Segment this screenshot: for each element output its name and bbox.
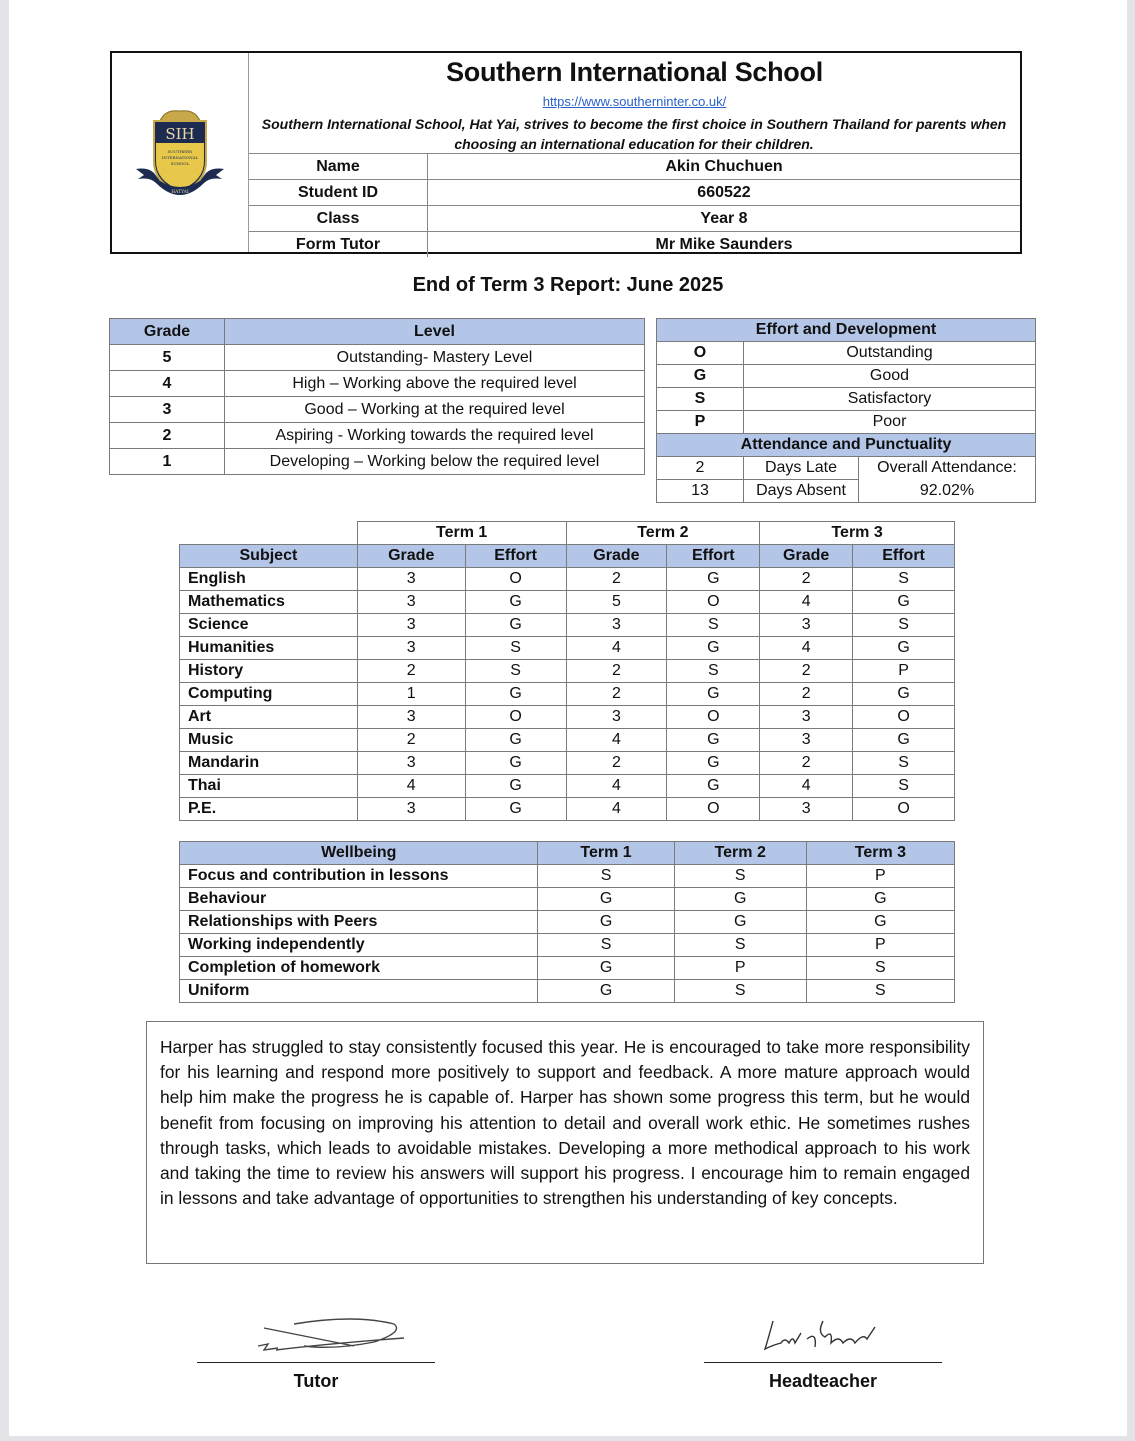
school-header [110,51,1022,254]
effort-key-row [657,388,1036,411]
signature-line [197,1362,435,1363]
term-3-effort: S [853,752,955,775]
term-1-effort: G [465,683,566,706]
grade-header: Grade [357,545,465,568]
school-motto: Southern International School, Hat Yai, strives to become the first choice in Southern Thailand for parents when choosing an international education for their children. [261,116,1007,152]
term-2-effort: S [667,660,760,683]
term-3-effort: P [853,660,955,683]
term-1-effort: G [465,614,566,637]
grade-key-row [110,397,645,423]
wellbeing-row [180,957,955,980]
term-1-rating: G [538,911,674,934]
term-3-effort: S [853,775,955,798]
effort-key-row [657,411,1036,434]
student-id: 660522 [428,180,1021,206]
term-1-effort: G [465,752,566,775]
term-3-grade: 4 [760,775,853,798]
subject-name: Thai [180,775,358,798]
term-3-effort: G [853,729,955,752]
info-row-name [249,154,1020,180]
term-3-effort: G [853,683,955,706]
term-1-header: Term 1 [357,522,566,545]
subject-row [180,798,955,821]
grade-value: 4 [110,371,225,397]
term-1-effort: G [465,591,566,614]
subject-name: Science [180,614,358,637]
term-2-effort: G [667,568,760,591]
term-2-grade: 5 [566,591,667,614]
effort-header: Effort [853,545,955,568]
subject-row [180,660,955,683]
term-2-grade: 4 [566,798,667,821]
student-info-table [249,153,1020,257]
term-2-header: Term 2 [674,842,806,865]
term-1-rating: S [538,865,674,888]
term-2-grade: 2 [566,568,667,591]
term-2-grade: 3 [566,706,667,729]
grade-key-row [110,449,645,475]
wellbeing-row [180,934,955,957]
effort-code: S [657,388,744,411]
info-label: Form Tutor [249,232,428,258]
term-3-rating: P [806,865,954,888]
grade-header: Grade [760,545,853,568]
subject-name: Art [180,706,358,729]
grade-level: Good – Working at the required level [225,397,645,423]
term-3-grade: 3 [760,706,853,729]
info-label: Name [249,154,428,180]
term-2-effort: G [667,729,760,752]
term-3-grade: 3 [760,798,853,821]
school-name: Southern International School [446,57,823,87]
term-1-effort: O [465,568,566,591]
form-tutor: Mr Mike Saunders [428,232,1021,258]
tutor-signature-icon [254,1316,414,1356]
effort-code: G [657,365,744,388]
subject-name: Humanities [180,637,358,660]
term-1-rating: G [538,888,674,911]
grade-level: High – Working above the required level [225,371,645,397]
tutor-signature-block [197,1362,435,1392]
term-1-grade: 2 [357,729,465,752]
svg-text:INTERNATIONAL: INTERNATIONAL [161,154,199,160]
effort-key-title: Effort and Development [657,319,1036,342]
wellbeing-item: Behaviour [180,888,538,911]
subject-name: Mathematics [180,591,358,614]
report-title: End of Term 3 Report: June 2025 [412,274,724,296]
effort-label: Satisfactory [744,388,1036,411]
logo-cell [112,53,249,252]
grade-level: Outstanding- Mastery Level [225,345,645,371]
wellbeing-item: Uniform [180,980,538,1003]
wellbeing-item: Completion of homework [180,957,538,980]
grade-level: Developing – Working below the required level [225,449,645,475]
school-crest-icon [130,103,230,203]
term-1-effort: S [465,660,566,683]
info-row-form-tutor [249,232,1020,258]
wellbeing-row [180,865,955,888]
wellbeing-table [179,841,955,1003]
svg-text:SCHOOL: SCHOOL [170,160,190,166]
term-1-effort: S [465,637,566,660]
grade-value: 3 [110,397,225,423]
effort-label: Outstanding [744,342,1036,365]
headteacher-signature-block [704,1362,942,1392]
subject-row [180,706,955,729]
term-2-grade: 4 [566,637,667,660]
info-row-class [249,206,1020,232]
term-1-effort: G [465,798,566,821]
days-absent-label: Days Absent [744,480,859,503]
term-3-grade: 4 [760,591,853,614]
term-2-grade: 3 [566,614,667,637]
grade-value: 2 [110,423,225,449]
term-2-effort: O [667,706,760,729]
term-3-grade: 2 [760,660,853,683]
term-2-rating: S [674,980,806,1003]
term-1-grade: 3 [357,706,465,729]
subject-row [180,752,955,775]
term-1-effort: G [465,729,566,752]
days-late-label: Days Late [744,457,859,480]
term-3-rating: P [806,934,954,957]
svg-text:HATYAI: HATYAI [171,189,189,195]
subject-row [180,729,955,752]
term-1-effort: O [465,706,566,729]
term-3-effort: G [853,591,955,614]
tutor-comment-box [146,1021,984,1264]
effort-header: Effort [667,545,760,568]
wellbeing-item: Working independently [180,934,538,957]
subject-header: Subject [180,545,358,568]
grade-key-table [109,318,645,475]
subject-row [180,591,955,614]
effort-key-row [657,342,1036,365]
term-3-header: Term 3 [760,522,955,545]
term-1-rating: S [538,934,674,957]
effort-code: O [657,342,744,365]
subject-name: English [180,568,358,591]
term-1-grade: 3 [357,614,465,637]
term-2-effort: G [667,637,760,660]
grade-key-row [110,345,645,371]
wellbeing-item: Focus and contribution in lessons [180,865,538,888]
info-label: Student ID [249,180,428,206]
headteacher-label: Headteacher [768,1371,878,1391]
term-1-rating: G [538,980,674,1003]
wellbeing-row [180,980,955,1003]
term-3-rating: S [806,980,954,1003]
term-2-effort: S [667,614,760,637]
overall-attendance-label: Overall Attendance: [859,457,1036,480]
term-2-effort: G [667,752,760,775]
term-2-grade: 2 [566,752,667,775]
term-1-effort: G [465,775,566,798]
student-name: Akin Chuchuen [428,154,1021,180]
effort-label: Poor [744,411,1036,434]
svg-text:SIH: SIH [165,124,195,143]
subject-name: Music [180,729,358,752]
term-2-grade: 4 [566,775,667,798]
term-2-grade: 2 [566,683,667,706]
subject-row [180,683,955,706]
term-3-effort: G [853,637,955,660]
term-3-effort: S [853,614,955,637]
info-row-student-id [249,180,1020,206]
subject-row [180,775,955,798]
effort-key-table [656,318,1036,503]
term-2-rating: P [674,957,806,980]
term-2-effort: G [667,775,760,798]
subject-name: History [180,660,358,683]
wellbeing-row [180,888,955,911]
term-3-grade: 3 [760,614,853,637]
term-3-rating: S [806,957,954,980]
term-1-rating: G [538,957,674,980]
term-3-grade: 2 [760,683,853,706]
term-1-grade: 3 [357,568,465,591]
subject-row [180,637,955,660]
effort-code: P [657,411,744,434]
subject-name: Mandarin [180,752,358,775]
days-late-value: 2 [657,457,744,480]
grade-level: Aspiring - Working towards the required level [225,423,645,449]
term-2-grade: 4 [566,729,667,752]
term-1-header: Term 1 [538,842,674,865]
term-3-effort: O [853,706,955,729]
term-1-grade: 3 [357,591,465,614]
term-3-grade: 4 [760,637,853,660]
term-1-grade: 1 [357,683,465,706]
term-2-effort: O [667,798,760,821]
term-2-grade: 2 [566,660,667,683]
term-1-grade: 3 [357,637,465,660]
info-label: Class [249,206,428,232]
term-1-grade: 2 [357,660,465,683]
days-absent-value: 13 [657,480,744,503]
term-3-grade: 2 [760,568,853,591]
grade-value: 1 [110,449,225,475]
tutor-comment: Harper has struggled to stay consistently focused this year. He is encouraged to take more responsibility for his learning and respond more positively to support and feedback. A more mature approach would help him make the progress he is capable of. Harper has shown some progress this term, but he would benefit from focusing on improving his attention to detail and overall work ethic. He sometimes rushes through tasks, which leads to avoidable mistakes. Developing a more methodical approach to his work and taking the time to review his answers will support his progress. I encourage him to remain engaged in lessons and take advantage of opportunities to strengthen his understanding of key concepts. [160,1037,970,1209]
subject-name: P.E. [180,798,358,821]
overall-attendance-value: 92.02% [859,480,1036,503]
term-3-effort: O [853,798,955,821]
grade-key-row [110,423,645,449]
term-2-effort: G [667,683,760,706]
grade-header: Grade [566,545,667,568]
subject-row [180,568,955,591]
subject-name: Computing [180,683,358,706]
term-1-grade: 3 [357,752,465,775]
school-website-link[interactable]: https://www.southerninter.co.uk/ [542,94,727,109]
grade-key-row [110,371,645,397]
student-class: Year 8 [428,206,1021,232]
wellbeing-row [180,911,955,934]
wellbeing-item: Relationships with Peers [180,911,538,934]
subject-row [180,614,955,637]
term-1-grade: 4 [357,775,465,798]
svg-text:SOUTHERN: SOUTHERN [167,148,193,154]
tutor-label: Tutor [293,1371,339,1391]
subjects-table [179,521,955,821]
signature-line [704,1362,942,1363]
grade-key-header-level: Level [225,319,645,345]
term-2-header: Term 2 [566,522,760,545]
effort-label: Good [744,365,1036,388]
effort-key-row [657,365,1036,388]
term-2-effort: O [667,591,760,614]
grade-value: 5 [110,345,225,371]
term-3-grade: 2 [760,752,853,775]
term-3-header: Term 3 [806,842,954,865]
term-1-grade: 3 [357,798,465,821]
term-3-grade: 3 [760,729,853,752]
report-page [9,0,1127,1436]
term-2-rating: S [674,934,806,957]
attendance-title: Attendance and Punctuality [657,434,1036,457]
headteacher-signature-icon [759,1313,889,1358]
wellbeing-header: Wellbeing [180,842,538,865]
term-3-rating: G [806,911,954,934]
term-3-rating: G [806,888,954,911]
term-2-rating: G [674,888,806,911]
blank-cell [180,522,358,545]
effort-header: Effort [465,545,566,568]
term-2-rating: S [674,865,806,888]
term-3-effort: S [853,568,955,591]
term-2-rating: G [674,911,806,934]
grade-key-header-grade: Grade [110,319,225,345]
